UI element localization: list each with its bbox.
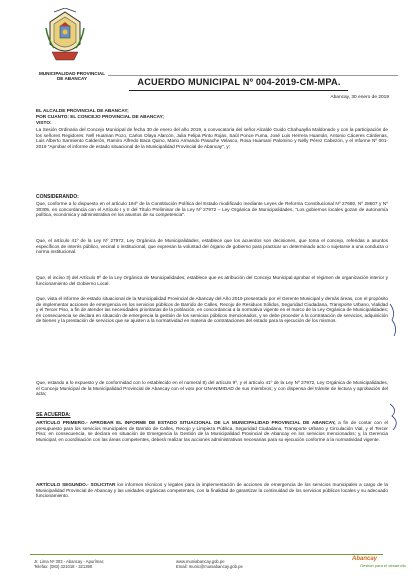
- visto-paragraph: La Sesión Ordinaria del Concejo Municipal de fecha 30 de enero del año 2019, a convocatoria del señor Alcalde Guido Chahuaylla Maldonado y con la participación de los señores Regidores: Nell Huaman Pozo, Carlos Olaya Alarcón, Julia Felipa Pinto Rojas, Saúl Ponce Fuma, José Luis Herrera Huamán, Antonio Cáceres Cárdenas, Luis Alberto Sarmiento Calderón, Ramiro Alfredo Baca Quino, Mario Armando Pasache Velasco, Rosa Huamaní Palomino y Nelly Pérez Cabezón, y el Informe Nº 001-2019 "Aprobar el informe de estado situacional de la Municipalidad Provincial de Abancay", y;: [36, 127, 388, 149]
- footer-phone: Telefax: (083) 321018 - 321390: [34, 564, 93, 569]
- visto-heading: VISTO:: [36, 120, 52, 125]
- coat-of-arms-logo: [44, 8, 86, 68]
- document-date: Abancay, 30 enero de 2019: [330, 95, 389, 100]
- title-underline: [129, 90, 348, 91]
- header-divider: [108, 75, 398, 76]
- considerando-paragraph-3: Que, el inciso 3) del Artículo 9º de la Ley Orgánica de Municipalidades, establece que es atribución del Concejo Municipal aprobar el régimen de organización interior y funcionamiento del Gobierno Local.: [36, 275, 388, 286]
- acuerda-heading: SE ACUERDA:: [36, 412, 71, 418]
- margin-signature: [388, 402, 402, 432]
- article-1-label: ARTÍCULO PRIMERO.- APROBAR EL INFORME DE ESTADO SITUACIONAL DE LA MUNICIPALIDAD PROVINCIAL DE ABANCAY,: [36, 420, 336, 425]
- article-2-label: ARTÍCULO SEGUNDO.- SOLICITAR: [36, 482, 116, 487]
- footer-website[interactable]: www.muniabancay.gob.pe: [176, 559, 225, 564]
- footer-divider: [30, 554, 383, 555]
- article-2-text: los informes técnicos y legales para la implementación de acciones de emergencia de los servicios municipales a cargo de la Municipalidad Provincial de Abancay y las unidades orgánicas competentes, con la finalidad de garantizar la continuidad de los servicios públicos locales y su adecuado funcionamiento.: [36, 482, 388, 499]
- intro-line-1: EL ALCALDE PROVINCIAL DE ABANCAY;: [36, 108, 129, 113]
- document-title: ACUERDO MUNICIPAL Nº 004-2019-CM-MPA.: [137, 77, 341, 87]
- article-1: [36, 420, 388, 477]
- footer-brand-logo: Abancay: [352, 556, 378, 562]
- footer-email[interactable]: Email: munic@muniabancay.gob.pe: [176, 564, 243, 569]
- footer-brand-tagline: Gestión para el desarrollo: [360, 563, 406, 568]
- footer-web-info: [176, 559, 243, 569]
- considerando-heading: CONSIDERANDO:: [36, 194, 79, 200]
- considerando-paragraph-5: Que, estando a lo expuesto y de conformidad con lo establecido en el numeral 8) del artículo 9º, y el artículo 41º de la Ley Nº 27972, Ley Orgánica de Municipalidades, el Concejo Municipal de la Municipalidad Provincial de Abancay con el voto por UNANIMIDAD de sus miembros; y con dispensa del trámite de lectura y aprobación del acta;: [36, 380, 388, 397]
- article-1-text: a fin de contar con el presupuesto para los servicios municipales de Barrido de Calles, Recojo y Limpieza Pública, Seguridad Ciudadana, Transporte Urbano y Circulación Vial, y el Tercer Piso; en consecuencia, se declara en situación de Emergencia la Gestión de la Municipalidad Provincial de Abancay en los servicios mencionados; y, la Gerencia Municipal, en coordinación con las áreas competentes, deberá realizar las acciones administrativas necesarias para su ejecución conforme a la normatividad vigente.: [36, 420, 388, 442]
- intro-line-2: POR CUANTO: EL CONCEJO PROVINCIAL DE ABANCAY;: [36, 114, 164, 119]
- margin-stamp: [388, 300, 402, 340]
- considerando-paragraph-4: Que, vista el informe de estado situacional de la Municipalidad Provincial de Abancay del Año 2019 presentado por el Gerente Municipal y demás áreas, con el propósito de implementar acciones de emergencia en los servicios públicos de Barrido de Calles, Recojo de Residuos Sólidos, Seguridad Ciudadana, Transporte Urbano, Vialidad y el Tercer Piso, a fin de atender las necesidades prioritarias de la población, en concordancia a la normativa vigente en el marco de la Ley Orgánica de Municipalidades; en consecuencia se declara en situación de emergencia la gestión de los servicios públicos mencionados, y se debe proceder a la contratación de servicios, adquisición de bienes y la prestación de servicios que se ajusten a la normatividad en materia de contrataciones del estado para la ejecución de los mismos.: [36, 296, 388, 324]
- article-2: [36, 482, 388, 512]
- considerando-paragraph-2: Que, el artículo 41º de la Ley Nº 27972, Ley Orgánica de Municipalidades, establece que los acuerdos son decisiones, que toma el concejo, referidas a asuntos específicos de interés público, vecinal o institucional, que expresan la voluntad del órgano de gobierno para practicar un determinado acto o sujetarse a una conducta o norma institucional.: [36, 238, 388, 255]
- considerando-paragraph-1: Que, conforme a lo dispuesto en el artículo 194º de la Constitución Política del Estado modificado mediante Leyes de Reforma Constitucional Nº 27680, Nº 28607 y Nº 30305, en concordancia con el Artículo I y II del Título Preliminar de la Ley Nº 27972 – Ley Orgánica de Municipalidades, "Los gobiernos locales gozan de autonomía política, económica y administrativa en los asuntos de su competencia".: [36, 201, 388, 218]
- footer-contact: [34, 559, 104, 569]
- municipality-name: MUNICIPALIDAD PROVINCIAL DE ABANCAY: [38, 71, 105, 82]
- footer-address: Jr. Lima Nº 303 - Abancay - Apurímac: [34, 559, 104, 564]
